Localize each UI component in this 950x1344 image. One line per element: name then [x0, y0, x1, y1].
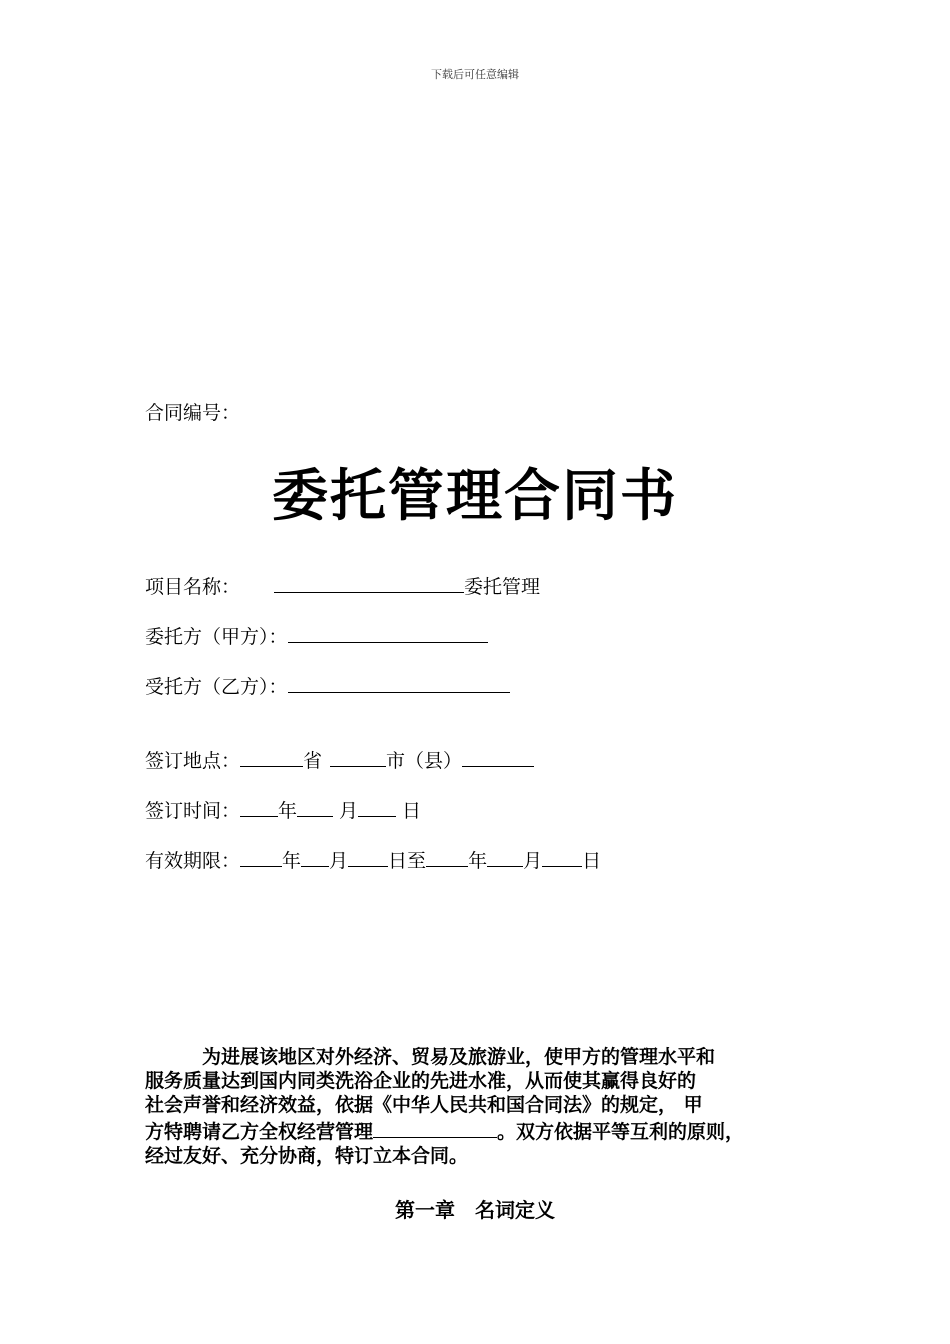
trustee-field [145, 672, 510, 700]
intro-line: 经过友好、充分协商，特订立本合同。 [145, 1145, 469, 1167]
year-blank[interactable] [240, 796, 278, 817]
project-name-suffix: 委托管理 [464, 576, 541, 598]
intro-line-part: 。双方依据平等互利的原则， [497, 1121, 745, 1143]
intro-line: 为进展该地区对外经济、贸易及旅游业，使甲方的管理水平和 [202, 1046, 716, 1068]
chapter-heading: 第一章 名词定义 [395, 1198, 555, 1222]
operator-blank[interactable] [373, 1117, 497, 1138]
end-year-unit: 年 [468, 850, 488, 872]
province-unit: 省 [303, 750, 323, 772]
day-blank[interactable] [358, 796, 396, 817]
city-blank[interactable] [330, 746, 386, 767]
signing-place-field [145, 746, 534, 774]
validity-field [145, 846, 601, 874]
end-year-blank[interactable] [426, 846, 468, 867]
trustee-blank[interactable] [288, 672, 510, 693]
header-note: 下载后可任意编辑 [431, 68, 519, 81]
signing-time-label: 签订时间： [145, 800, 241, 822]
document-title: 委托管理合同书 [272, 464, 678, 529]
validity-label: 有效期限： [145, 850, 241, 872]
month-blank[interactable] [297, 796, 333, 817]
province-blank[interactable] [240, 746, 303, 767]
trustee-label: 受托方（乙方）： [145, 676, 288, 698]
start-month-blank[interactable] [301, 846, 329, 867]
start-year-unit: 年 [282, 850, 302, 872]
end-day-blank[interactable] [542, 846, 582, 867]
end-day-unit: 日 [582, 850, 602, 872]
county-blank[interactable] [462, 746, 534, 767]
signing-time-field [145, 796, 421, 824]
day-unit: 日 [402, 800, 422, 822]
client-label: 委托方（甲方）： [145, 626, 288, 648]
signing-place-label: 签订地点： [145, 750, 241, 772]
start-day-blank[interactable] [348, 846, 388, 867]
year-unit: 年 [278, 800, 298, 822]
intro-line: 服务质量达到国内同类洗浴企业的先进水准，从而使其赢得良好的 [145, 1070, 697, 1092]
intro-paragraph [145, 1045, 815, 1168]
month-unit: 月 [339, 800, 359, 822]
contract-number-label: 合同编号： [145, 402, 241, 424]
intro-line: 社会声誉和经济效益，依据《中华人民共和国合同法》的规定， 甲 [145, 1094, 703, 1116]
start-day-unit: 日至 [388, 850, 427, 872]
client-blank[interactable] [288, 622, 488, 643]
project-name-field [145, 572, 540, 600]
start-month-unit: 月 [329, 850, 349, 872]
client-field [145, 622, 488, 650]
intro-line [145, 1117, 815, 1144]
intro-line-part: 方特聘请乙方全权经营管理 [145, 1121, 374, 1143]
project-name-blank[interactable] [274, 572, 464, 593]
start-year-blank[interactable] [240, 846, 282, 867]
end-month-blank[interactable] [487, 846, 523, 867]
city-unit: 市（县） [386, 750, 463, 772]
end-month-unit: 月 [523, 850, 543, 872]
project-name-label: 项目名称： [145, 576, 241, 598]
